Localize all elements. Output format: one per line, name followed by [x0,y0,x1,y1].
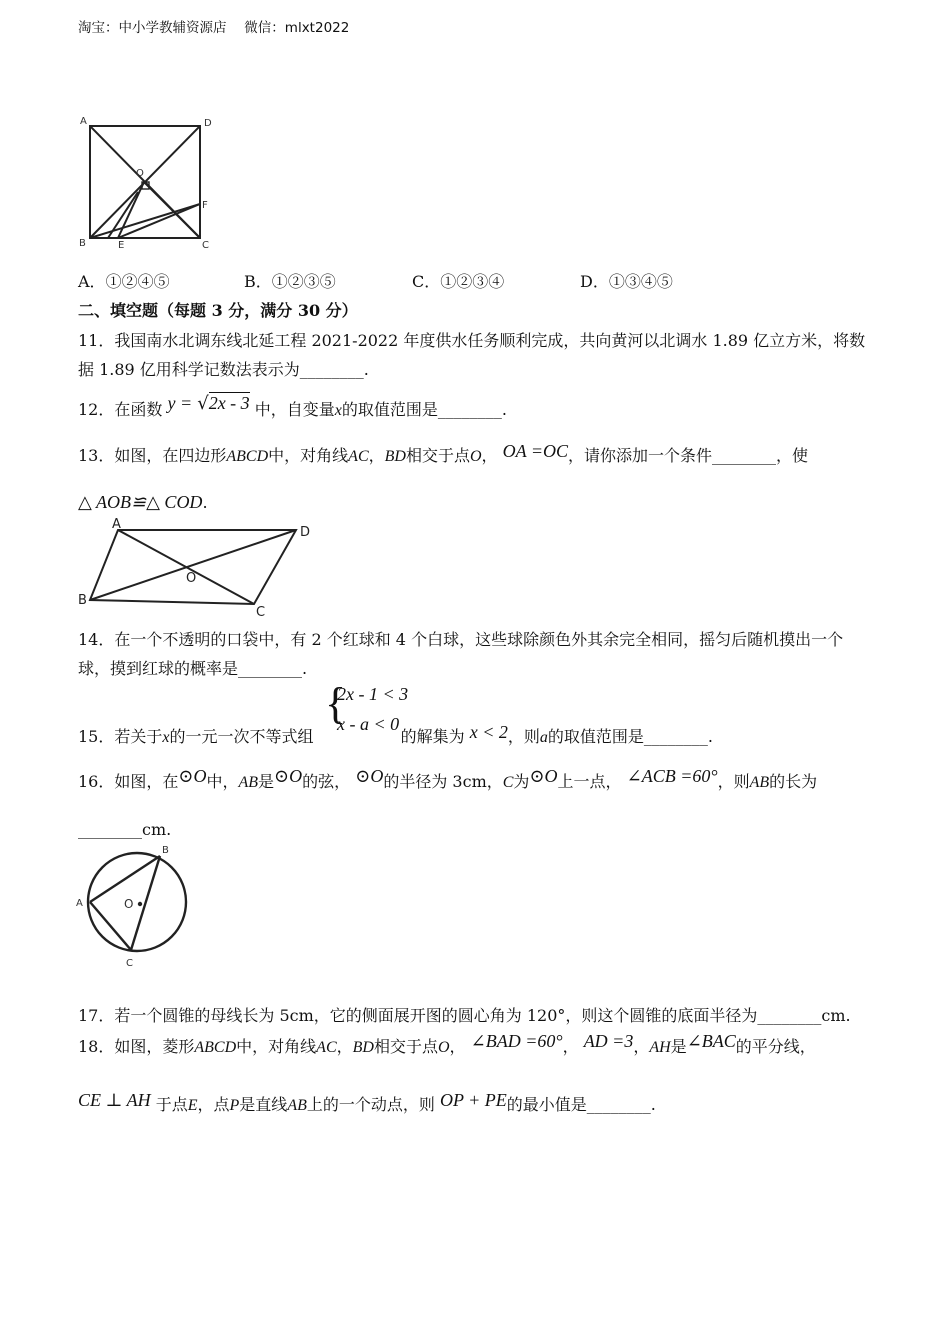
q13-line1: 13．如图，在四边形ABCD中，对角线AC，BD相交于点O， OA =OC，请你添加一个条件________，使 [78,441,808,465]
label-E: E [118,240,125,251]
label-A: A [112,518,121,532]
option-b[interactable]: B．①②③⑤ [244,272,336,291]
q18-line1: 18．如图，菱形ABCD中，对角线AC，BD相交于点O， ∠BAD =60°， AD =3，AH是∠BAC的平分线， [78,1031,816,1056]
label-D: D [204,118,212,129]
circle-figure [74,842,194,970]
option-a[interactable]: A．①②④⑤ [78,272,170,291]
square-figure [78,112,218,252]
label-A: A [80,116,87,127]
label-D: D [300,525,311,540]
label-A: A [76,898,83,909]
q11-line2: 据 1.89 亿用科学记数法表示为________. [78,360,369,379]
section-heading: 二、填空题（每题 3 分，满分 30 分） [78,301,358,320]
label-B: B [78,593,87,608]
page-header: 淘宝：中小学教辅资源店 微信：mlxt2022 [78,20,350,36]
label-F: F [202,200,208,211]
label-B: B [79,238,86,249]
q15: 15．若关于x的一元一次不等式组 的解集为 x < 2，则a的取值范围是________. [78,722,713,746]
label-O: O [124,897,134,911]
option-d[interactable]: D．①③④⑤ [580,272,673,291]
q13-line2: △ AOB≌△ COD. [78,492,208,512]
label-C: C [202,240,209,251]
q16-line2: ________cm. [78,820,172,839]
ineq-1: 2x - 1 < 3 [337,684,409,704]
label-C: C [256,605,266,620]
q17: 17．若一个圆锥的母线长为 5cm，它的侧面展开图的圆心角为 120°，则这个圆锥的底面半径为________cm. [78,1006,851,1025]
system-brace: { [325,679,347,728]
label-O: O [136,168,144,179]
q18-line2: CE ⊥ AH 于点E，点P是直线AB上的一个动点，则 OP + PE的最小值是________. [78,1090,656,1114]
q11-line1: 11．我国南水北调东线北延工程 2021-2022 年度供水任务顺利完成，共向黄河以北调水 1.89 亿立方米，将数 [78,331,866,350]
option-c[interactable]: C．①②③④ [412,272,505,291]
q14-line2: 球，摸到红球的概率是________. [78,659,308,678]
q14-line1: 14．在一个不透明的口袋中，有 2 个红球和 4 个白球，这些球除颜色外其余完全相同，摇匀后随机摸出一个 [78,630,844,649]
ineq-2: x - a < 0 [337,714,400,734]
q16-line1: 16．如图，在⊙O中，AB是⊙O的弦， ⊙O的半径为 3cm，C为⊙O上一点， ∠ACB =60°，则AB的长为 [78,766,818,791]
q12: 12．在函数 y = √2x - 3 中，自变量x的取值范围是________. [78,393,507,419]
label-O: O [186,571,197,586]
label-B: B [162,845,169,856]
parallelogram-figure [74,518,324,620]
label-C: C [126,958,133,969]
